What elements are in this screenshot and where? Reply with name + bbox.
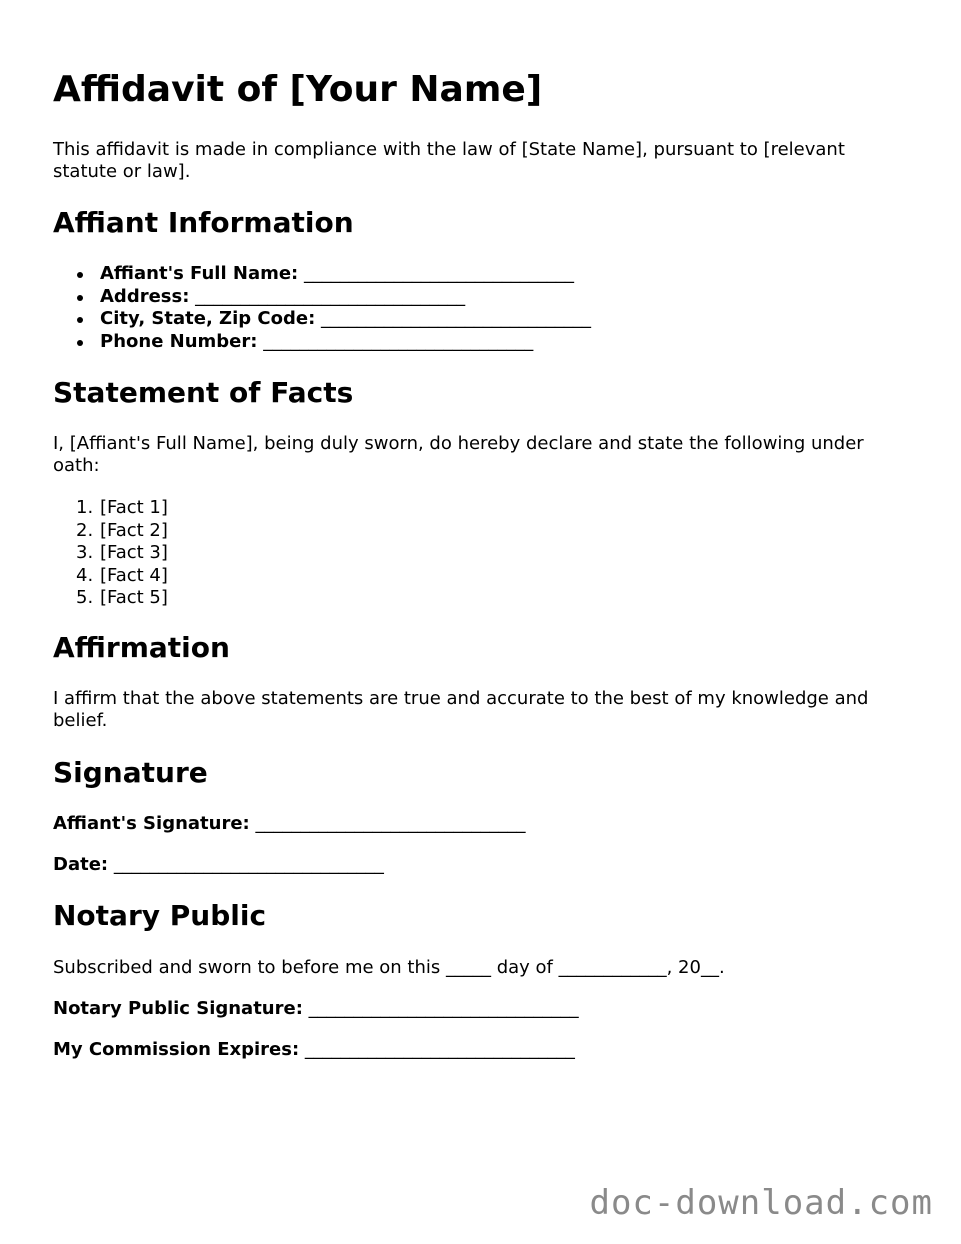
fact-text: [Fact 5] <box>100 587 168 608</box>
signature-heading: Signature <box>53 756 208 789</box>
fact-text: [Fact 1] <box>100 497 168 518</box>
bullet-icon <box>77 295 83 301</box>
notary-signature-field <box>53 998 579 1020</box>
commission-expires-blank: ______________________________ <box>304 1039 575 1060</box>
watermark: doc-download.com <box>589 1183 933 1223</box>
list-item <box>53 263 591 286</box>
affiant-signature-label: Affiant's Signature: <box>53 813 250 834</box>
list-item <box>53 542 168 565</box>
address-label: Address: <box>100 285 190 307</box>
intro-paragraph: This affidavit is made in compliance with the law of [State Name], pursuant to [relevant statute or law]. <box>53 139 845 182</box>
notary-signature-label: Notary Public Signature: <box>53 998 303 1019</box>
list-item <box>53 308 591 331</box>
affirmation-heading: Affirmation <box>53 631 230 664</box>
date-field <box>53 854 384 876</box>
bullet-icon <box>77 317 83 323</box>
city-state-zip-blank: ______________________________ <box>321 308 592 329</box>
commission-expires-field <box>53 1039 575 1061</box>
affiant-information-heading: Affiant Information <box>53 206 354 239</box>
subscribed-paragraph: Subscribed and sworn to before me on this _____ day of ____________, 20__. <box>53 957 725 978</box>
affirmation-paragraph: I affirm that the above statements are true and accurate to the best of my knowledge and belief. <box>53 688 869 731</box>
list-item <box>53 520 168 543</box>
fact-number: 5. <box>76 587 94 608</box>
fact-number: 4. <box>76 564 94 586</box>
affiant-signature-field <box>53 813 525 835</box>
affiant-information-list <box>53 263 591 353</box>
fact-text: [Fact 2] <box>100 519 168 541</box>
list-item <box>53 497 168 520</box>
date-blank: ______________________________ <box>113 854 384 875</box>
list-item <box>53 565 168 588</box>
address-blank: ______________________________ <box>195 285 466 307</box>
notary-signature-blank: ______________________________ <box>308 998 579 1019</box>
affiant-signature-blank: ______________________________ <box>255 813 526 834</box>
phone-number-label: Phone Number: <box>100 330 258 352</box>
city-state-zip-label: City, State, Zip Code: <box>100 308 316 329</box>
facts-list <box>53 497 168 610</box>
fact-number: 2. <box>76 519 94 541</box>
bullet-icon <box>77 272 83 278</box>
fact-number: 3. <box>76 542 94 563</box>
bullet-icon <box>77 340 83 346</box>
statement-intro-paragraph: I, [Affiant's Full Name], being duly sworn, do hereby declare and state the following under oath: <box>53 433 864 476</box>
commission-expires-label: My Commission Expires: <box>53 1039 300 1060</box>
list-item <box>53 331 591 354</box>
document-title: Affidavit of [Your Name] <box>53 69 543 110</box>
date-label: Date: <box>53 854 109 875</box>
statement-of-facts-heading: Statement of Facts <box>53 376 354 409</box>
phone-number-blank: ______________________________ <box>263 330 534 352</box>
full-name-blank: ______________________________ <box>304 263 574 284</box>
fact-number: 1. <box>76 497 94 518</box>
fact-text: [Fact 4] <box>100 564 168 586</box>
full-name-label: Affiant's Full Name: <box>100 263 299 284</box>
list-item <box>53 286 591 309</box>
notary-public-heading: Notary Public <box>53 899 267 932</box>
fact-text: [Fact 3] <box>100 542 168 563</box>
list-item <box>53 587 168 610</box>
